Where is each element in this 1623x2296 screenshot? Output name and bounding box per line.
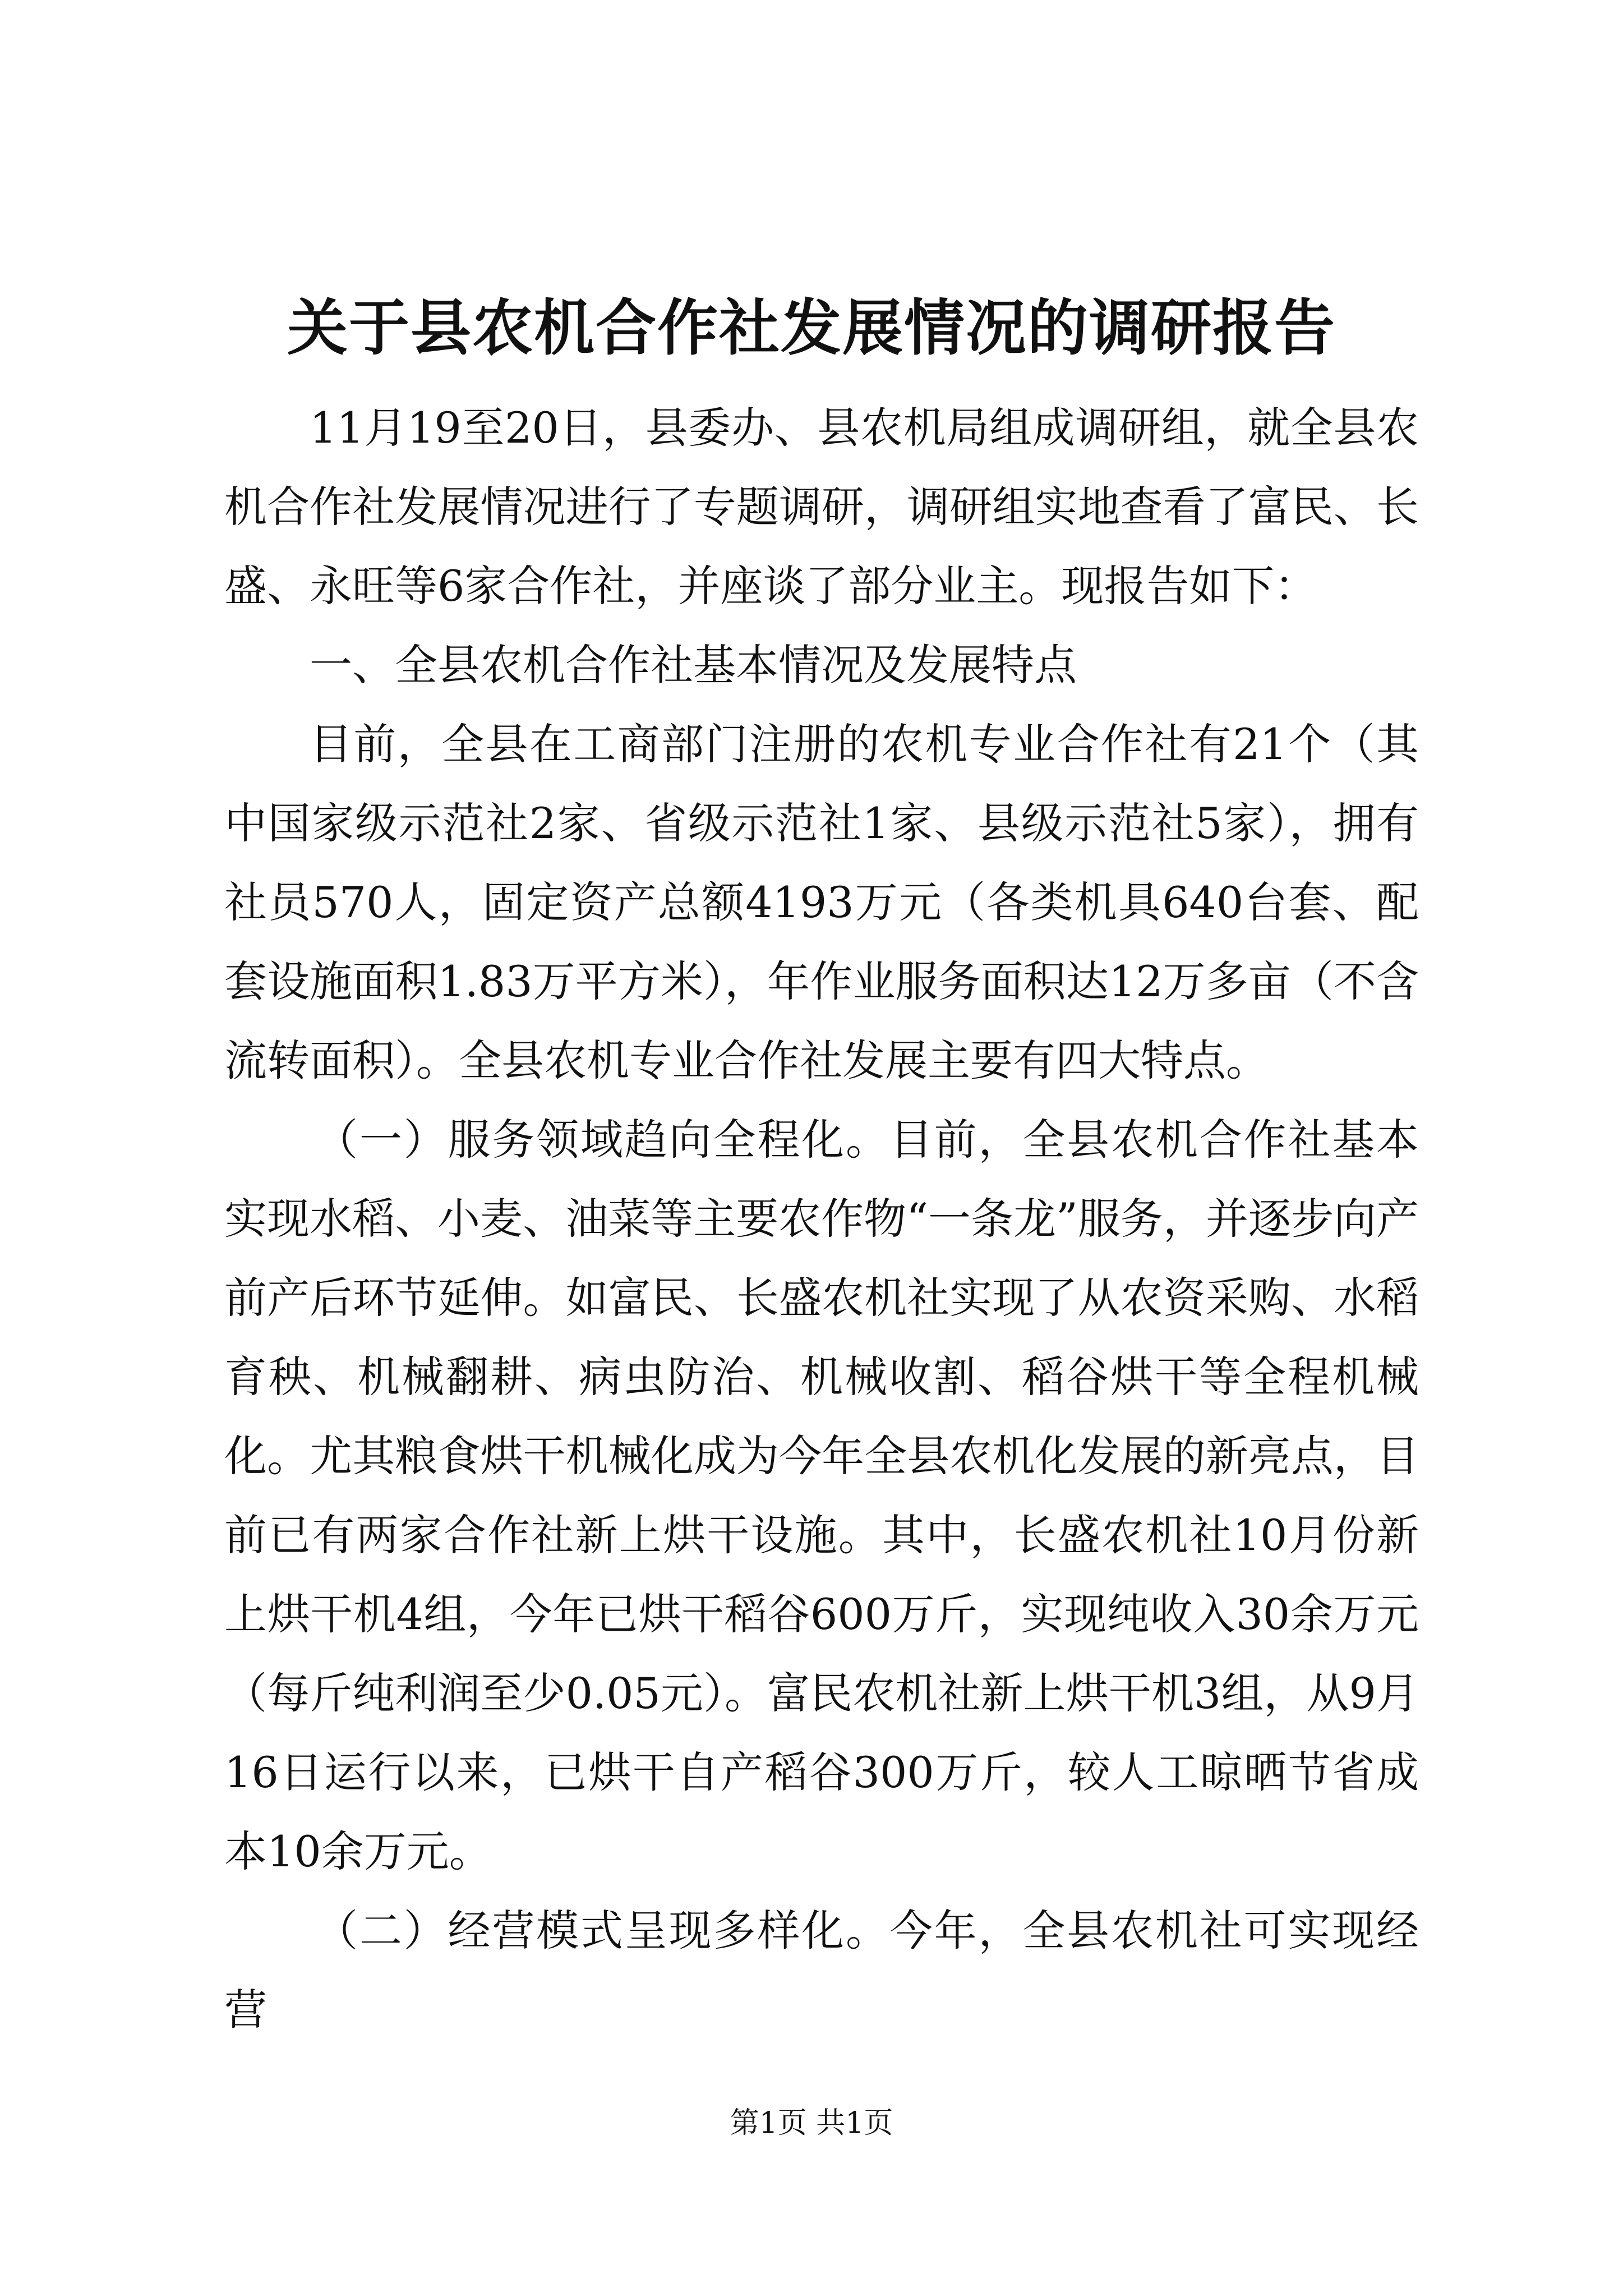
section-heading: 一、全县农机合作社基本情况及发展特点 [310,640,1077,690]
overview-paragraph: 目前，全县在工商部门注册的农机专业合作社有21个（其中国家级示范社2家、省级示范社1家、县级示范社5家），拥有社员570人，固定资产总额4193万元（各类机具640台套、配套设施面积1.83万平方米），年作业服务面积达12万多亩（不含流转面积）。全县农机专业合作社发展主要有四大特点。 [224,719,1419,1085]
intro-paragraph: 11月19至20日，县委办、县农机局组成调研组，就全县农机合作社发展情况进行了专题调研，调研组实地查看了富民、长盛、永旺等6家合作社，并座谈了部分业主。现报告如下： [224,403,1419,611]
document-body [224,388,1419,2049]
document-title: 关于县农机合作社发展情况的调研报告 [287,293,1336,364]
feature-two-paragraph: （二）经营模式呈现多样化。今年，全县农机社可实现经营 [224,1906,1419,2035]
feature-one-paragraph: （一）服务领域趋向全程化。目前，全县农机合作社基本实现水稻、小麦、油菜等主要农作物“一条龙”服务，并逐步向产前产后环节延伸。如富民、长盛农机社实现了从农资采购、水稻育秧、机械翻耕、病虫防治、机械收割、稻谷烘干等全程机械化。尤其粮食烘干机械化成为今年全县农机化发展的新亮点，目前已有两家合作社新上烘干设施。其中，长盛农机社10月份新上烘干机4组，今年已烘干稻谷600万斤，实现纯收入30余万元（每斤纯利润至少0.05元）。富民农机社新上烘干机3组，从9月16日运行以来，已烘干自产稻谷300万斤，较人工晾晒节省成本10余万元。 [224,1115,1419,1876]
page-footer: 第1页 共1页 [730,2106,893,2140]
